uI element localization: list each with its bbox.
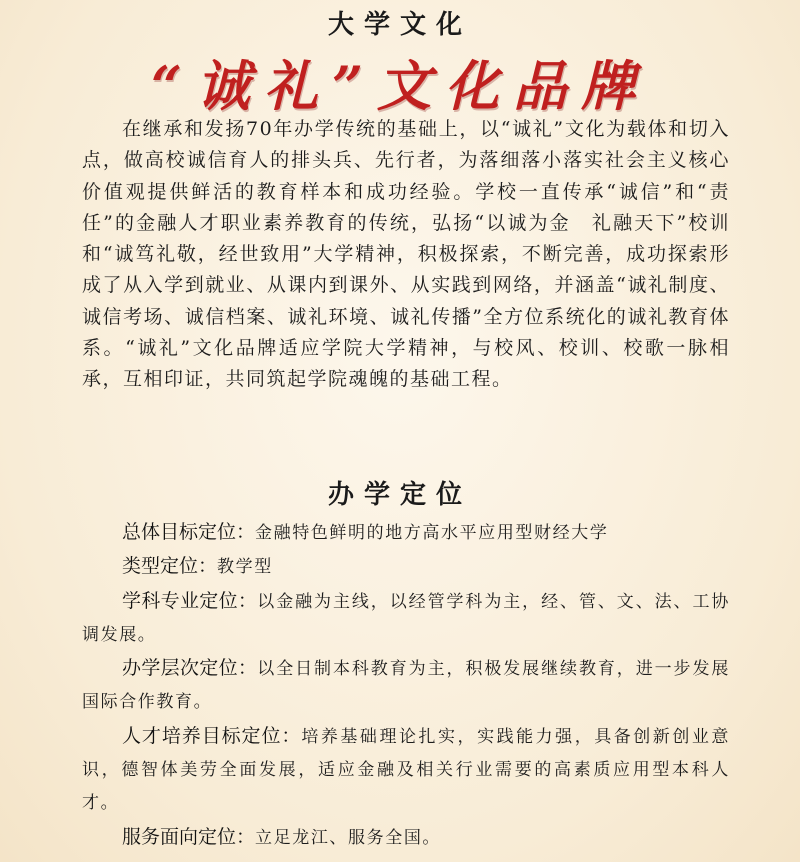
positioning-text: 培养基础理论扎实，实践能力强，具备创新创业意识，德智体美劳全面发展，适应金融及相关行业需要的高素质应用型本科人才。 bbox=[82, 726, 730, 814]
positioning-text: 金融特色鲜明的地方高水平应用型财经大学 bbox=[255, 523, 609, 543]
positioning-label: 服务面向定位： bbox=[122, 825, 256, 848]
positioning-text: 立足龙江、服务全国。 bbox=[255, 827, 442, 848]
positioning-label: 办学层次定位： bbox=[122, 657, 258, 680]
positioning-text: 以全日制本科教育为主，积极发展继续教育，进一步发展国际合作教育。 bbox=[82, 659, 730, 713]
positioning-item-talent bbox=[82, 720, 730, 821]
positioning-label: 学科专业定位： bbox=[122, 589, 258, 612]
positioning-label: 总体目标定位： bbox=[122, 521, 256, 543]
brand-heading: “诚礼”文化品牌 bbox=[150, 54, 650, 118]
positioning-item-overall bbox=[82, 516, 730, 550]
positioning-item-service bbox=[82, 821, 730, 855]
positioning-list bbox=[82, 516, 730, 855]
positioning-item-discipline bbox=[82, 585, 730, 653]
positioning-item-level bbox=[82, 652, 730, 720]
positioning-label: 类型定位： bbox=[122, 555, 218, 578]
page-title: 大学文化 bbox=[327, 10, 472, 40]
section-title: 办学定位 bbox=[327, 480, 472, 510]
positioning-text: 教学型 bbox=[217, 557, 273, 578]
positioning-text: 以金融为主线，以经管学科为主，经、管、文、法、工协调发展。 bbox=[82, 591, 730, 645]
positioning-label: 人才培养目标定位： bbox=[122, 724, 302, 747]
intro-paragraph: 在继承和发扬70年办学传统的基础上，以“诚礼”文化为载体和切入点，做高校诚信育人的排头兵、先行者，为落细落小落实社会主义核心价值观提供鲜活的教育样本和成功经验。学校一直传承“诚信”和“责任”的金融人才职业素养教育的传统，弘扬“以诚为金 礼融天下”校训和“诚笃礼敬，经世致用”大学精神，积极探索，不断完善，成功探索形成了从入学到就业、从课内到课外、从实践到网络，并涵盖“诚礼制度、诚信考场、诚信档案、诚礼环境、诚礼传播”全方位系统化的诚礼教育体系。“诚礼”文化品牌适应学院大学精神，与校风、校训、校歌一脉相承，互相印证，共同筑起学院魂魄的基础工程。 bbox=[82, 118, 730, 391]
positioning-item-type bbox=[82, 550, 730, 584]
